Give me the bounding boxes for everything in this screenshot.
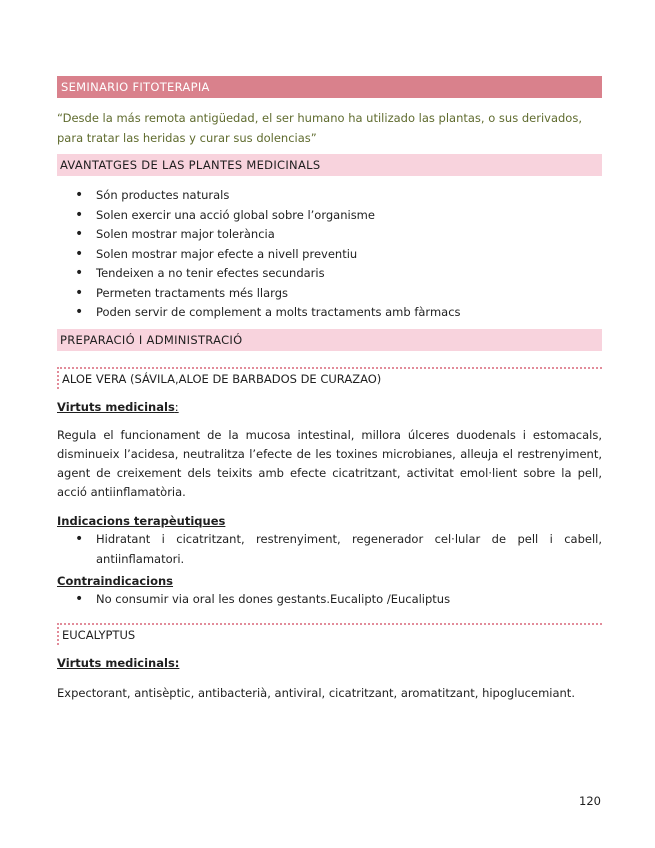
aloe-indicacions-list — [57, 530, 602, 569]
advantages-heading: AVANTATGES DE LAS PLANTES MEDICINALS — [57, 154, 602, 176]
list-item: • Permeten tractaments més llargs — [57, 284, 602, 304]
list-item: • Solen mostrar major tolerància — [57, 225, 602, 245]
advantages-list — [57, 186, 602, 323]
aloe-virtuts-label: Virtuts medicinals: — [57, 399, 179, 414]
list-item: • Solen exercir una acció global sobre l’organisme — [57, 206, 602, 226]
aloe-virtuts-text: Regula el funcionament de la mucosa intestinal, millora úlceres duodenals i estomacals, disminueix l’acidesa, neutralitza l’efecte de les toxines microbianes, alleuja el restrenyiment, agent de creixement dels teixits amb efecte cicatritzant, activitat emol·lient sobre la pell, acció antiinflamatòria. — [57, 427, 602, 500]
list-item: • Poden servir de complement a molts tractaments amb fàrmacs — [57, 303, 602, 323]
list-item: • No consumir via oral les dones gestants.Eucalipto /Eucaliptus — [57, 590, 602, 610]
document-page — [57, 76, 602, 703]
seminar-title-bar: SEMINARIO FITOTERAPIA — [57, 76, 602, 98]
list-item: • Solen mostrar major efecte a nivell preventiu — [57, 245, 602, 265]
page-number: 120 — [579, 794, 601, 808]
preparation-heading: PREPARACIÓ I ADMINISTRACIÓ — [57, 329, 602, 351]
list-item: • Són productes naturals — [57, 186, 602, 206]
aloe-vera-heading: ALOE VERA (SÁVILA,ALOE DE BARBADOS DE CURAZAO) — [57, 367, 602, 389]
list-item: • Hidratant i cicatritzant, restrenyiment, regenerador cel·lular de pell i cabell, antiinflamatori. — [57, 530, 602, 569]
aloe-contra-label: Contraindicacions — [57, 574, 174, 589]
eucalyptus-virtuts-text: Expectorant, antisèptic, antibacterià, antiviral, cicatritzant, aromatitzant, hipoglucemiant. — [57, 685, 575, 700]
eucalyptus-heading: EUCALYPTUS — [57, 623, 602, 645]
eucalyptus-virtuts-label: Virtuts medicinals: — [57, 655, 180, 670]
aloe-contra-list — [57, 590, 602, 610]
intro-quote: “Desde la más remota antigüedad, el ser humano ha utilizado las plantas, o sus derivados, para tratar las heridas y curar sus dolencias” — [57, 111, 582, 145]
list-item: • Tendeixen a no tenir efectes secundaris — [57, 264, 602, 284]
aloe-indicacions-label: Indicacions terapèutiques — [57, 514, 226, 529]
